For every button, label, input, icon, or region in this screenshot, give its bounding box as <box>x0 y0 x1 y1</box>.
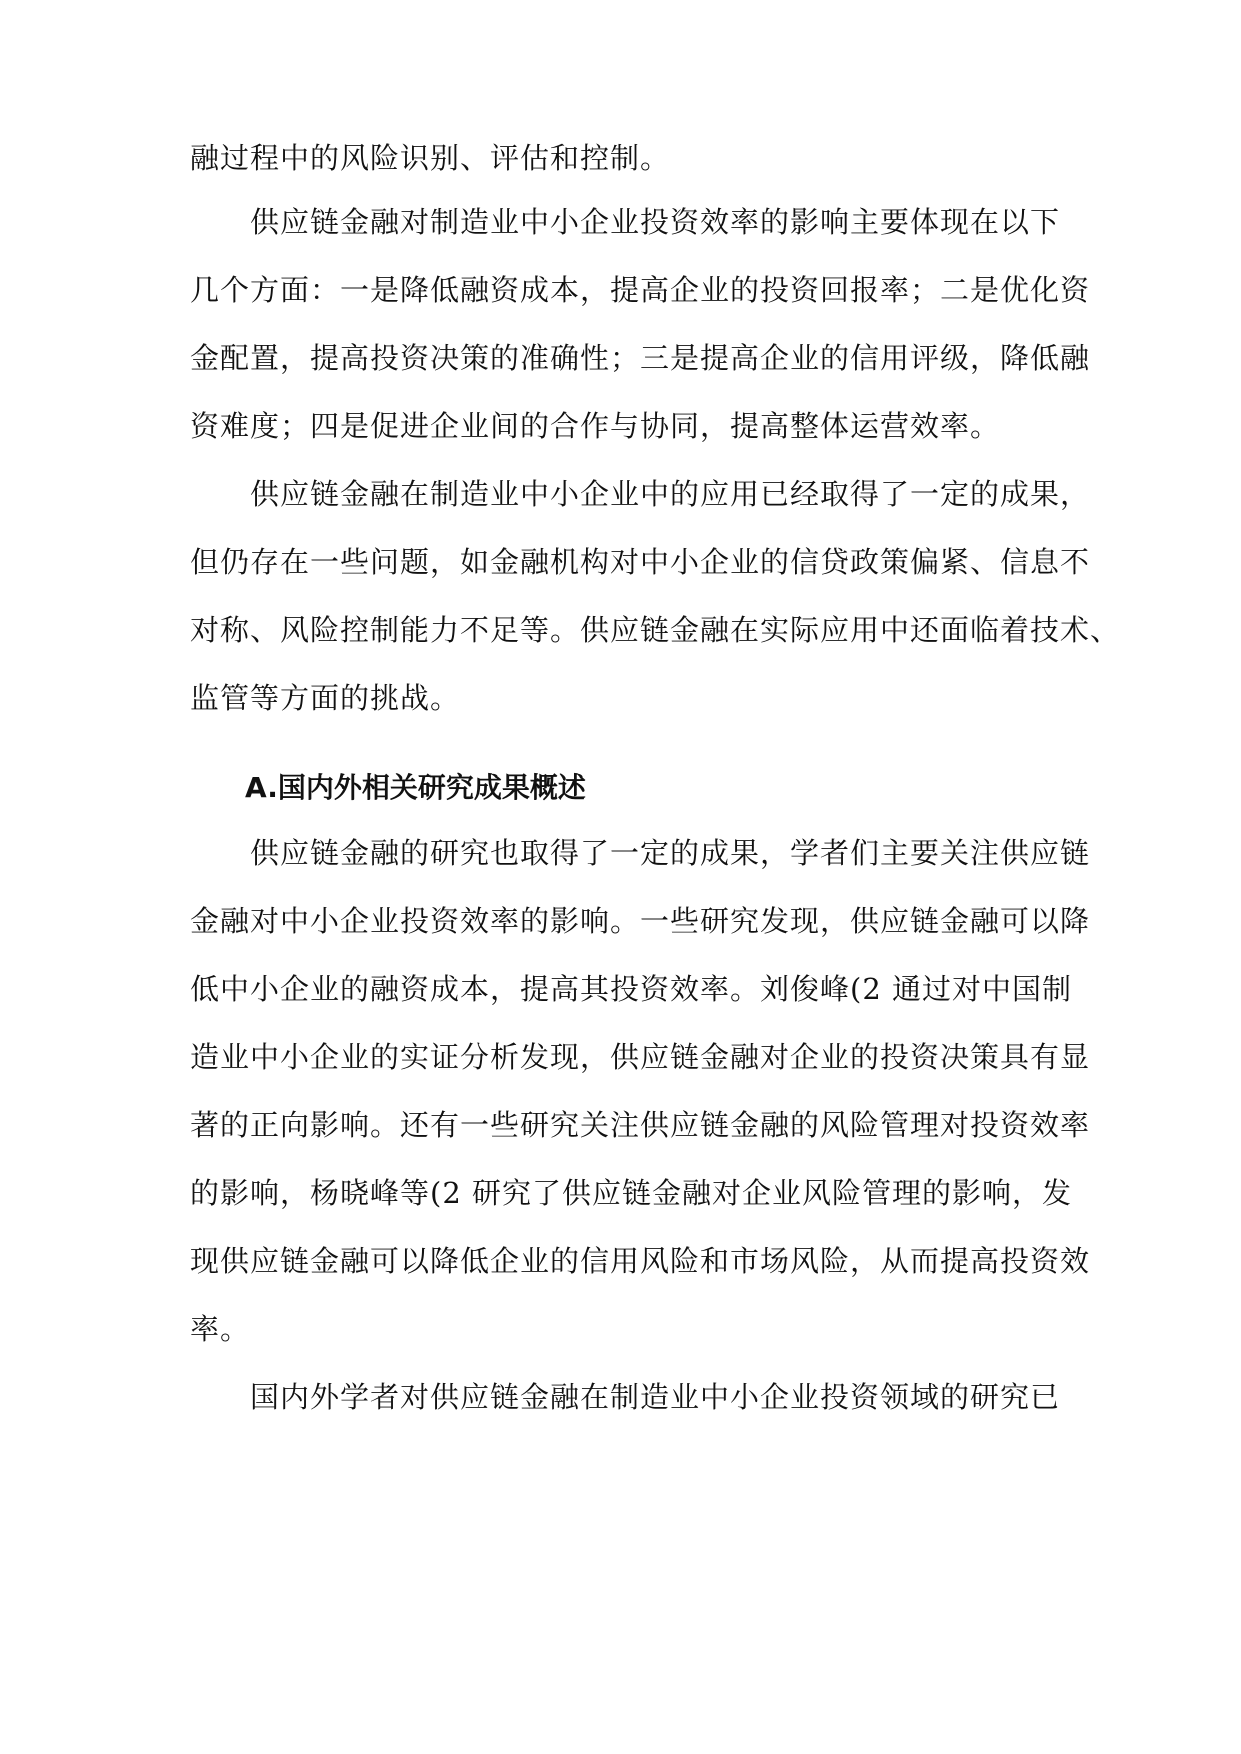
paragraph-line: 金融对中小企业投资效率的影响。一些研究发现，供应链金融可以降 <box>190 904 1091 938</box>
paragraph-line: 造业中小企业的实证分析发现，供应链金融对企业的投资决策具有显 <box>190 1040 1091 1074</box>
paragraph-line: 监管等方面的挑战。 <box>190 681 461 715</box>
paragraph-line: 现供应链金融可以降低企业的信用风险和市场风险，从而提高投资效 <box>190 1244 1091 1278</box>
paragraph-line: 著的正向影响。还有一些研究关注供应链金融的风险管理对投资效率 <box>190 1108 1091 1142</box>
paragraph-line: 国内外学者对供应链金融在制造业中小企业投资领域的研究已 <box>190 1380 1061 1414</box>
paragraph-line: 率。 <box>190 1312 251 1346</box>
section-heading: A.国内外相关研究成果概述 <box>245 771 586 804</box>
paragraph-line: 但仍存在一些问题，如金融机构对中小企业的信贷政策偏紧、信息不 <box>190 545 1091 579</box>
paragraph-line: 低中小企业的融资成本，提高其投资效率。刘俊峰(2 通过对中国制 <box>190 972 1072 1006</box>
paragraph-line: 供应链金融对制造业中小企业投资效率的影响主要体现在以下 <box>190 205 1061 239</box>
paragraph-line: 资难度；四是促进企业间的合作与协同，提高整体运营效率。 <box>190 409 1001 443</box>
paragraph-line: 的影响，杨晓峰等(2 研究了供应链金融对企业风险管理的影响，发 <box>190 1176 1072 1210</box>
paragraph-line: 供应链金融的研究也取得了一定的成果，学者们主要关注供应链 <box>190 836 1091 870</box>
paragraph-line: 金配置，提高投资决策的准确性；三是提高企业的信用评级，降低融 <box>190 341 1091 375</box>
paragraph-line: 几个方面：一是降低融资成本，提高企业的投资回报率；二是优化资 <box>190 273 1091 307</box>
paragraph-line: 供应链金融在制造业中小企业中的应用已经取得了一定的成果， <box>190 477 1091 511</box>
paragraph-line: 融过程中的风险识别、评估和控制。 <box>190 141 671 175</box>
paragraph-line: 对称、风险控制能力不足等。供应链金融在实际应用中还面临着技术、 <box>190 613 1121 647</box>
